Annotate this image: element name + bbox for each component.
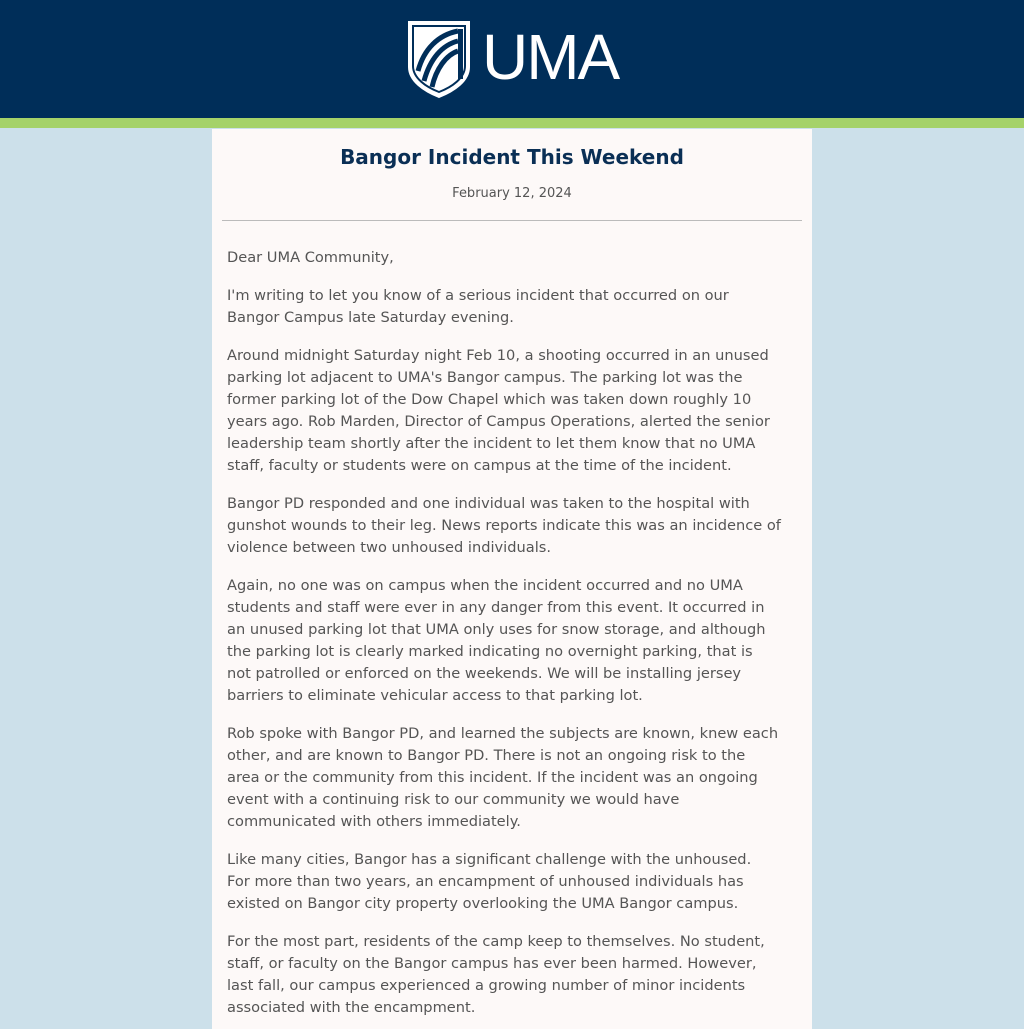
paragraph-line: Around midnight Saturday night Feb 10, a shooting occurred in an unused	[227, 347, 769, 364]
email-title: Bangor Incident This Weekend	[340, 145, 684, 169]
paragraph-line: leadership team shortly after the incident to let them know that no UMA	[227, 435, 756, 452]
paragraph-line: area or the community from this incident. If the incident was an ongoing	[227, 769, 758, 786]
paragraph	[227, 723, 812, 833]
paragraph	[227, 247, 812, 269]
paragraph-line: Bangor PD responded and one individual was taken to the hospital with	[227, 495, 750, 512]
paragraph	[227, 931, 812, 1019]
email-card	[212, 129, 812, 1029]
paragraph	[227, 285, 812, 329]
paragraph	[227, 849, 812, 915]
paragraph-line: parking lot adjacent to UMA's Bangor campus. The parking lot was the	[227, 369, 743, 386]
paragraph-line: I'm writing to let you know of a serious incident that occurred on our	[227, 287, 729, 304]
paragraph	[227, 575, 812, 707]
paragraph-line: Rob spoke with Bangor PD, and learned the subjects are known, knew each	[227, 725, 779, 742]
paragraph-line: Again, no one was on campus when the incident occurred and no UMA	[227, 577, 743, 594]
paragraph-line: event with a continuing risk to our community we would have	[227, 791, 680, 808]
shield-icon	[406, 19, 472, 99]
paragraph-line: years ago. Rob Marden, Director of Campus Operations, alerted the senior	[227, 413, 770, 430]
paragraph-line: staff, faculty or students were on campus at the time of the incident.	[227, 457, 732, 474]
accent-bar	[0, 118, 1024, 128]
paragraph	[227, 345, 812, 477]
paragraph-line: not patrolled or enforced on the weekends. We will be installing jersey	[227, 665, 742, 682]
paragraph-line: the parking lot is clearly marked indicating no overnight parking, that is	[227, 643, 753, 660]
paragraph-line: violence between two unhoused individuals.	[227, 539, 551, 556]
email-body	[212, 221, 812, 1019]
email-header	[0, 0, 1024, 118]
paragraph-line: staff, or faculty on the Bangor campus has ever been harmed. However,	[227, 955, 757, 972]
paragraph-line: former parking lot of the Dow Chapel which was taken down roughly 10	[227, 391, 752, 408]
paragraph-line: For more than two years, an encampment of unhoused individuals has	[227, 873, 744, 890]
paragraph-line: associated with the encampment.	[227, 999, 476, 1016]
paragraph-line: existed on Bangor city property overlooking the UMA Bangor campus.	[227, 895, 739, 912]
paragraph-line: other, and are known to Bangor PD. There is not an ongoing risk to the	[227, 747, 746, 764]
paragraph	[227, 493, 812, 559]
paragraph-line: barriers to eliminate vehicular access to that parking lot.	[227, 687, 643, 704]
paragraph-line: gunshot wounds to their leg. News reports indicate this was an incidence of	[227, 517, 781, 534]
paragraph-line: students and staff were ever in any danger from this event. It occurred in	[227, 599, 765, 616]
paragraph-line: communicated with others immediately.	[227, 813, 521, 830]
email-date: February 12, 2024	[452, 186, 572, 201]
paragraph-line: For the most part, residents of the camp keep to themselves. No student,	[227, 933, 765, 950]
paragraph-line: Dear UMA Community,	[227, 249, 394, 266]
paragraph-line: Bangor Campus late Saturday evening.	[227, 309, 514, 326]
paragraph-line: last fall, our campus experienced a growing number of minor incidents	[227, 977, 746, 994]
logo-text: UMA	[482, 21, 619, 93]
uma-logo	[406, 19, 618, 99]
paragraph-line: Like many cities, Bangor has a significant challenge with the unhoused.	[227, 851, 752, 868]
paragraph-line: an unused parking lot that UMA only uses for snow storage, and although	[227, 621, 766, 638]
